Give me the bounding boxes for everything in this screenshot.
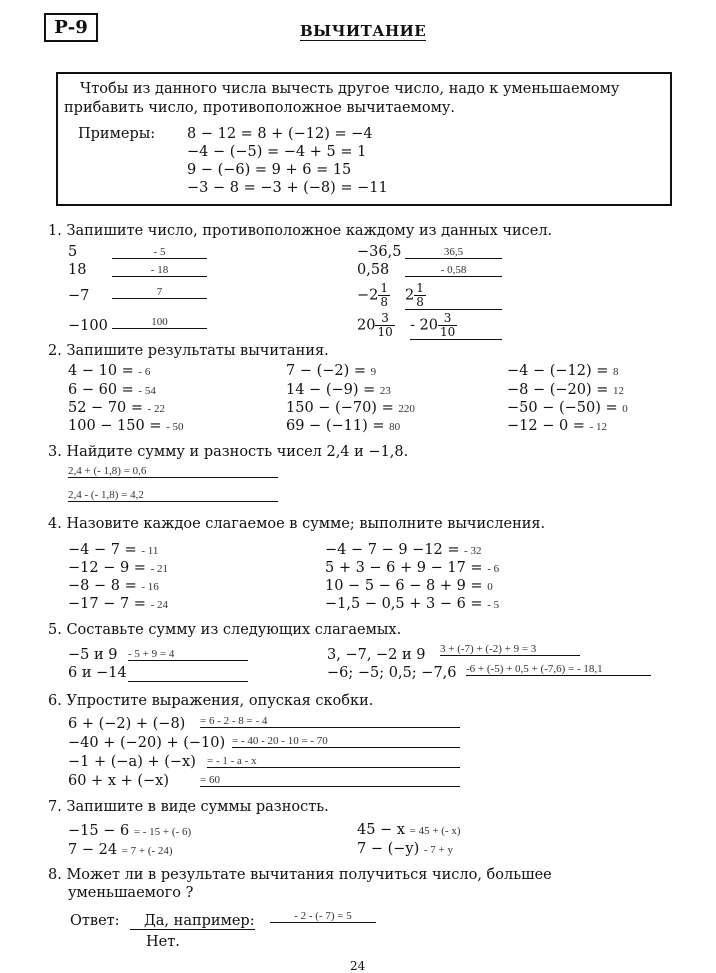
task1-mixed-given [357, 282, 390, 309]
task2-item: 69 − (−11) = 80 [286, 418, 401, 434]
handwritten-answer: 12 [613, 385, 625, 397]
task2-item: 100 − 150 = - 50 [68, 418, 184, 434]
task1-given: 5 [68, 244, 78, 260]
handwritten-answer: - 6 [487, 563, 500, 575]
task2-item: −12 − 0 = - 12 [507, 418, 607, 434]
task1-answer: - 18 [112, 264, 207, 277]
task3-question: 3. Найдите сумму и разность чисел 2,4 и −1,8. [48, 444, 409, 460]
task6-answer: = 6 - 2 - 8 = - 4 [200, 715, 460, 728]
task1-given: 18 [68, 262, 87, 278]
task7-item: 45 − x = 45 + (- x) [357, 822, 461, 838]
task2-item: −8 − (−20) = 12 [507, 382, 625, 398]
task5-answer [128, 668, 248, 682]
examples-label: Примеры: [78, 126, 156, 142]
handwritten-answer: - 50 [166, 421, 184, 433]
handwritten-answer: - 5 [487, 599, 500, 611]
handwritten-answer: 0 [487, 581, 493, 593]
task6-expr: 6 + (−2) + (−8) [68, 716, 186, 732]
handwritten-answer: - 7 + y [423, 844, 453, 856]
task1-mixed-answer [410, 312, 502, 340]
task4-item: −4 − 7 = - 11 [68, 542, 159, 558]
task6-expr: −1 + (−a) + (−x) [68, 754, 196, 770]
task2-item: 14 − (−9) = 23 [286, 382, 391, 398]
task1-answer: 7 [112, 286, 207, 299]
whole-part: 2 [405, 287, 415, 304]
handwritten-answer: 0 [622, 403, 628, 415]
task4-question: 4. Назовите каждое слагаемое в сумме; выполните вычисления. [48, 516, 546, 532]
task5-terms: 3, −7, −2 и 9 [327, 647, 426, 663]
task7-item: 7 − 24 = 7 + (- 24) [68, 842, 173, 858]
handwritten-answer: 8 [613, 366, 619, 378]
handwritten-answer: = 45 + (- x) [409, 825, 461, 837]
handwritten-answer: - 22 [147, 403, 166, 415]
task1-given: 0,58 [357, 262, 390, 278]
handwritten-answer: 9 [370, 366, 377, 378]
handwritten-answer: 220 [398, 403, 415, 415]
task6-question: 6. Упростите выражения, опуская скобки. [48, 693, 374, 709]
page-title: ВЫЧИТАНИЕ [300, 22, 427, 40]
rule-text-line1: Чтобы из данного числа вычесть другое число, надо к уменьшаемому [80, 81, 620, 97]
task3-answer: 2,4 - (- 1,8) = 4,2 [68, 489, 278, 502]
task1-answer: 36,5 [405, 246, 502, 259]
handwritten-answer: 23 [379, 385, 391, 397]
task5-terms: 6 и −14 [68, 665, 127, 681]
task2-question: 2. Запишите результаты вычитания. [48, 343, 329, 359]
handwritten-answer: - 32 [464, 545, 482, 557]
answer-yes: Да, например: [130, 913, 255, 930]
task5-answer: 3 + (-7) + (-2) + 9 = 3 [440, 643, 580, 656]
handwritten-answer: - 11 [141, 545, 159, 557]
task7-question: 7. Запишите в виде суммы разность. [48, 799, 329, 815]
task2-item: 7 − (−2) = 9 [286, 363, 377, 379]
handwritten-answer: - 24 [150, 599, 168, 611]
task6-answer: = - 1 - a - x [207, 755, 460, 768]
task4-item: 10 − 5 − 6 − 8 + 9 = 0 [325, 578, 493, 594]
task6-answer: = - 40 - 20 - 10 = - 70 [232, 735, 460, 748]
answer-no: Нет. [146, 934, 180, 950]
task1-given: −100 [68, 318, 108, 334]
example-line: 9 − (−6) = 9 + 6 = 15 [187, 162, 352, 178]
task5-answer: - 5 + 9 = 4 [128, 648, 248, 661]
handwritten-answer: 80 [389, 421, 401, 433]
task4-item: −12 − 9 = - 21 [68, 560, 168, 576]
answer-label: Ответ: [70, 913, 120, 929]
task2-item: 150 − (−70) = 220 [286, 400, 415, 416]
task4-item: −4 − 7 − 9 −12 = - 32 [325, 542, 482, 558]
task4-item: −8 − 8 = - 16 [68, 578, 159, 594]
task5-answer: -6 + (-5) + 0,5 + (-7,6) = - 18,1 [466, 663, 651, 676]
task6-answer: = 60 [200, 774, 460, 787]
whole-part: - 20 [410, 317, 438, 334]
handwritten-answer: = 7 + (- 24) [121, 845, 173, 857]
task1-given: −36,5 [357, 244, 402, 260]
fraction: $\frac{1}{8}$ [380, 281, 389, 309]
page-number: 24 [350, 959, 366, 973]
task7-item: −15 − 6 = - 15 + (- 6) [68, 823, 192, 839]
fraction: $\frac{3}{10}$ [439, 311, 456, 339]
example-line: 8 − 12 = 8 + (−12) = −4 [187, 126, 373, 142]
fraction: $\frac{3}{10}$ [377, 311, 393, 339]
rule-text-line2: прибавить число, противоположное вычитаемому. [64, 100, 456, 116]
whole-part: 20 [357, 317, 376, 334]
task5-terms: −6; −5; 0,5; −7,6 [327, 665, 457, 681]
task8-question-cont: уменьшаемого ? [68, 885, 194, 901]
handwritten-answer: - 16 [141, 581, 159, 593]
task2-item: 4 − 10 = - 6 [68, 363, 151, 379]
task2-item: −4 − (−12) = 8 [507, 363, 619, 379]
answer-example: - 2 - (- 7) = 5 [270, 910, 376, 923]
task6-expr: −40 + (−20) + (−10) [68, 735, 226, 751]
whole-part: −2 [357, 287, 379, 304]
task1-question: 1. Запишите число, противоположное каждому из данных чисел. [48, 223, 553, 239]
task8-question: 8. Может ли в результате вычитания получиться число, большее [48, 867, 552, 883]
example-line: −3 − 8 = −3 + (−8) = −11 [187, 180, 388, 196]
task4-item: −17 − 7 = - 24 [68, 596, 168, 612]
fraction: $\frac{1}{8}$ [416, 281, 424, 309]
handwritten-answer: - 6 [138, 366, 151, 378]
task1-answer: - 0,58 [405, 264, 502, 277]
handwritten-answer: - 21 [150, 563, 168, 575]
task4-item: 5 + 3 − 6 + 9 − 17 = - 6 [325, 560, 500, 576]
task5-question: 5. Составьте сумму из следующих слагаемых. [48, 622, 402, 638]
handwritten-answer: = - 15 + (- 6) [133, 826, 192, 838]
task3-answer: 2,4 + (- 1,8) = 0,6 [68, 465, 278, 478]
task5-terms: −5 и 9 [68, 647, 118, 663]
handwritten-answer: - 54 [138, 385, 156, 397]
task1-answer: 100 [112, 316, 207, 329]
task1-mixed-answer [405, 282, 502, 310]
handwritten-answer: - 12 [589, 421, 607, 433]
task2-item: 6 − 60 = - 54 [68, 382, 156, 398]
worksheet-code: Р-9 [44, 13, 98, 42]
task1-given: −7 [68, 288, 90, 304]
task2-item: 52 − 70 = - 22 [68, 400, 166, 416]
task7-item: 7 − (−y) - 7 + y [357, 841, 453, 857]
task1-answer: - 5 [112, 246, 207, 259]
example-line: −4 − (−5) = −4 + 5 = 1 [187, 144, 367, 160]
task1-mixed-given [357, 312, 395, 339]
task6-expr: 60 + x + (−x) [68, 773, 170, 789]
task2-item: −50 − (−50) = 0 [507, 400, 628, 416]
task4-item: −1,5 − 0,5 + 3 − 6 = - 5 [325, 596, 500, 612]
